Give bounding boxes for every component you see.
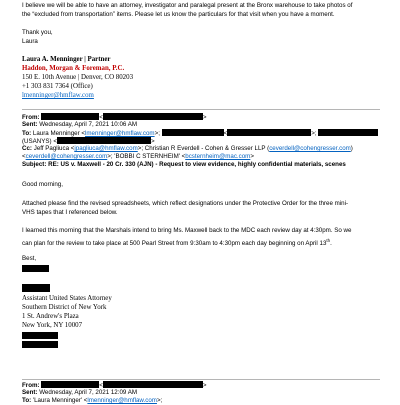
ausa-city: New York, NY 10007 [22, 322, 83, 329]
to-name: 'Laura Menninger' < [32, 397, 88, 404]
redaction-box [22, 341, 58, 348]
bracket: > [202, 382, 207, 389]
greeting: Good morning, [22, 181, 63, 188]
ordinal-suffix: th [326, 238, 331, 243]
ausa-district: Southern District of New York [22, 304, 107, 311]
cc-bobbi-email-link[interactable]: bcsternheim@mac.com [185, 153, 251, 160]
ausa-street: 1 St. Andrew's Plaza [22, 313, 79, 320]
period: . [330, 240, 332, 248]
email-divider [22, 109, 380, 110]
bracket: < [99, 382, 103, 389]
body-paragraph-2-line-1: I learned this morning that the Marshals intend to bring Ms. Maxwell back to the MDC each review day at 4:30pm. So we [22, 227, 352, 234]
body-paragraph-1-line-2: VHS tapes that I referenced below. [22, 209, 118, 216]
cc-separator: >; Christian R Everdell - Cohen & Gresser LLP ( [137, 145, 270, 152]
signature-email-link[interactable]: lmenninger@hmflaw.com [22, 92, 94, 99]
cc-christian-email-link[interactable]: ceverdell@cohengresser.com [269, 145, 351, 152]
cc-christian-email-link-2[interactable]: ceverdell@cohengresser.com [25, 153, 108, 160]
separator: >; [154, 130, 160, 137]
ausa-title: Assistant United States Attorney [22, 295, 112, 302]
closing-line: Best, [22, 255, 37, 262]
to-email-link[interactable]: lmenninger@hmflaw.com [87, 397, 157, 404]
bracket: > [202, 114, 207, 121]
cc-separator: ) [350, 145, 353, 152]
bracket: < [22, 153, 26, 160]
cc-jeff: Jeff Pagliuca < [33, 145, 75, 152]
bracket: > [150, 138, 155, 145]
signature-address: 150 E. 10th Avenue | Denver, CO 80203 [22, 74, 134, 81]
email2-to-row [22, 397, 162, 405]
redaction-box [22, 265, 49, 272]
from-label: From: [22, 382, 40, 389]
to-label: To: [22, 130, 32, 137]
email-divider [22, 379, 380, 380]
sent-label: Sent: [22, 121, 38, 128]
separator: >; [311, 130, 317, 137]
redaction-box [41, 381, 99, 388]
subject-label: Subject: [22, 161, 47, 168]
top-paragraph-line-1: I believe we will be able to have an attorney, investigator and paralegal present at the Bronx warehouse to take photos of [22, 2, 353, 9]
cc-separator: >; 'BOBBI C STERNHEIM' < [107, 153, 186, 160]
thanks-name: Laura [22, 38, 38, 45]
from-label: From: [22, 114, 40, 121]
separator: >; [156, 397, 163, 404]
sent-value: Wednesday, April 7, 2021 10:06 AM [39, 121, 138, 128]
body-paragraph-2-line-2 [22, 237, 332, 248]
bracket: < [99, 114, 103, 121]
body-paragraph-2-text: can plan for the review to take place at 500 Pearl Street from 9:30am to 4:30pm each day beginning on April 13 [22, 240, 327, 248]
subject-value: RE: US v. Maxwell - 20 Cr. 330 (AJN) - Request to view evidence, highly confidential materials, scenes [48, 161, 346, 168]
body-paragraph-1-line-1: Attached please find the revised spreadsheets, which reflect designations under the Protective Order for the three mini- [22, 200, 349, 207]
to-name: Laura Menninger < [32, 130, 86, 137]
signature-firm: Haddon, Morgan & Foreman, P.C. [22, 65, 125, 72]
to-label: To: [22, 397, 32, 404]
top-paragraph-line-2: the “excluded from transportation” items. Please let us know the particulars for that visit when you have a moment. [22, 11, 335, 18]
cc-jeff-email-link[interactable]: jpagliuca@hmflaw.com [74, 145, 138, 152]
to-email-link[interactable]: lmenninger@hmflaw.com [85, 130, 155, 137]
bracket: < [53, 138, 57, 145]
redaction-box [22, 332, 58, 339]
redaction-box [227, 129, 311, 136]
thanks-line: Thank you, [22, 29, 53, 36]
redaction-box [103, 113, 203, 120]
bracket: > [250, 153, 254, 160]
signature-name-title: Laura A. Menninger | Partner [22, 56, 111, 63]
signature-phone: +1 303 831 7364 (Office) [22, 83, 93, 90]
sent-value: Wednesday, April 7, 2021 12:09 AM [39, 389, 138, 396]
redaction-box [41, 113, 99, 120]
redaction-box [162, 129, 224, 136]
cc-label: Cc: [22, 145, 32, 152]
redaction-box [57, 137, 151, 144]
redaction-box [318, 129, 378, 136]
usansy-text: (USANYS) [22, 138, 52, 145]
sent-label: Sent: [22, 389, 38, 396]
email1-subject-row [22, 161, 346, 169]
redaction-box [22, 284, 50, 292]
bracket: < [223, 130, 228, 137]
redaction-box [103, 381, 203, 388]
